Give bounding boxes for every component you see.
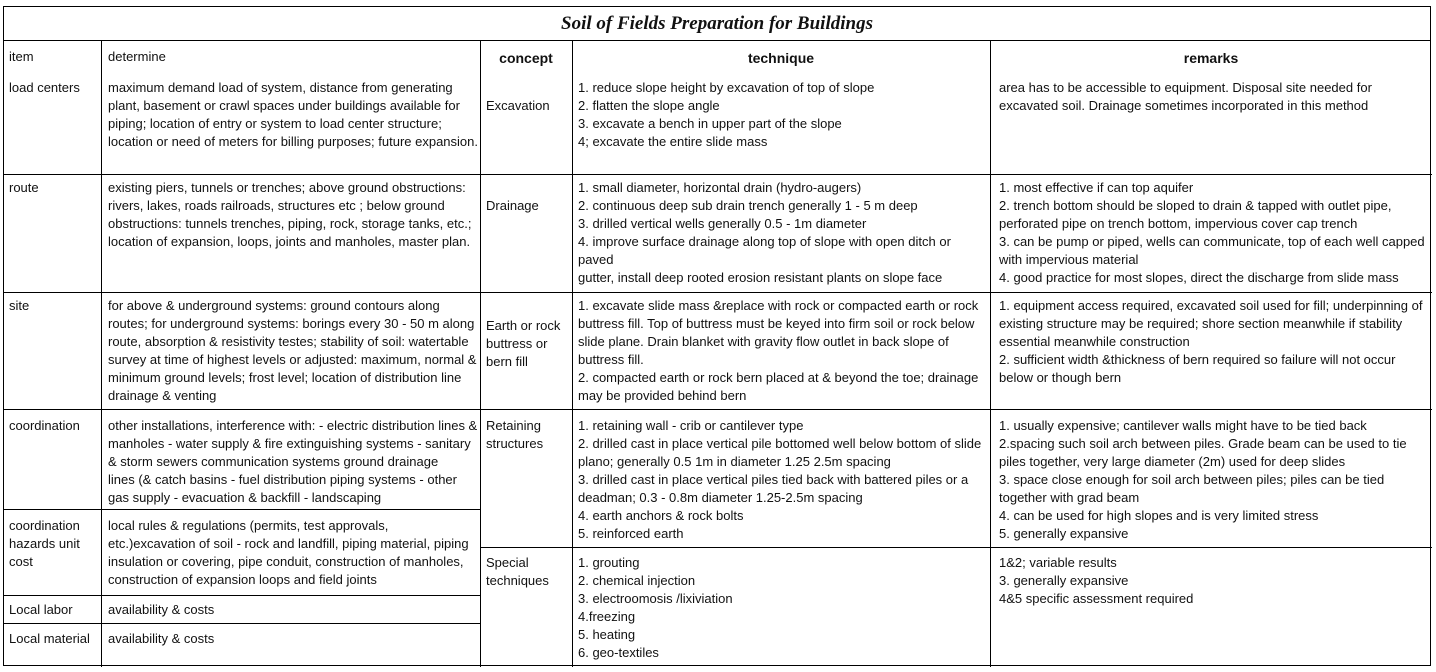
divider bbox=[480, 292, 1432, 293]
divider bbox=[4, 623, 480, 624]
right-row-remarks: 1&2; variable results 3. generally expansive 4&5 specific assessment required bbox=[999, 555, 1194, 606]
right-row-concept: Excavation bbox=[486, 98, 550, 113]
divider bbox=[4, 174, 480, 175]
header-concept: concept bbox=[499, 50, 553, 66]
left-row-item: Local material bbox=[9, 631, 90, 646]
left-row-determine: for above & underground systems: ground contours along routes; for underground systems: borings every 30 - 50 m along route, absorption & resistivity testes; stability of soil: watertable survey at time of highest levels or adjusted: maximum, normal & minimum ground levels; frost level; location of distribution line drainage & venting bbox=[108, 298, 477, 403]
header-remarks: remarks bbox=[1183, 50, 1239, 66]
left-row-determine: availability & costs bbox=[108, 631, 215, 646]
left-row-item: Local labor bbox=[9, 602, 73, 617]
left-row-determine: availability & costs bbox=[108, 602, 215, 617]
divider bbox=[480, 41, 481, 667]
left-row-determine: other installations, interference with: - electric distribution lines & manholes - water supply & fire extinguishing systems - sanitary & storm sewers communication systems ground drainage lines (& catch basins - fuel distribution piping systems - other gas supply - evacuation & backfill - landscaping bbox=[108, 418, 478, 505]
right-row-technique: 1. retaining wall - crib or cantilever type 2. drilled cast in place vertical pile bottomed well below bottom of slide plano; generally 0.5 1m in diameter 1.25 2.5m spacing 3. drilled cast in place vertical piles tied back with battered piles or a deadman; 0.3 - 0.8m diameter 1.25-2.5m spacing 4. earth anchors & rock bolts 5. reinforced earth bbox=[578, 418, 982, 541]
right-row-remarks: 1. most effective if can top aquifer 2. trench bottom should be sloped to drain & tapped with outlet pipe, perforated pipe on trench bottom, impervious cover cap trench 3. can be pump or piped, wells can communicate, top of each well capped with impervious material 4. good practice for most slopes, direct the discharge from slide mass bbox=[999, 180, 1425, 285]
left-row-item: coordination bbox=[9, 418, 80, 433]
divider bbox=[480, 547, 1432, 548]
right-row-concept: Earth or rock buttress or bern fill bbox=[486, 318, 561, 369]
left-row-item: load centers bbox=[9, 80, 80, 95]
right-row-concept: Drainage bbox=[486, 198, 539, 213]
header-determine: determine bbox=[108, 49, 166, 64]
divider bbox=[4, 595, 480, 596]
right-row-remarks: 1. equipment access required, excavated soil used for fill; underpinning of existing structure may be required; shore section meanwhile if stability essential meanwhile construction 2. sufficient width &thickness of bern required so failure will not occur below or though bern bbox=[999, 298, 1423, 385]
header-technique: technique bbox=[747, 50, 815, 66]
left-row-item: coordination hazards unit cost bbox=[9, 518, 80, 569]
divider bbox=[4, 509, 480, 510]
right-row-remarks: 1. usually expensive; cantilever walls might have to be tied back 2.spacing such soil arch between piles. Grade beam can be used to tie piles together, very large diameter (2m) used for deep slides 3. space close enough for soil arch between piles; piles can be tied together with grad beam 4. can be used for high slopes and is very limited stress 5. generally expansive bbox=[999, 418, 1407, 541]
divider bbox=[4, 292, 480, 293]
left-row-determine: local rules & regulations (permits, test approvals, etc.)excavation of soil - rock and landfill, piping material, piping insulation or covering, pipe conduit, construction of manholes, construction of expansion loops and field joints bbox=[108, 518, 469, 587]
right-row-concept: Special techniques bbox=[486, 555, 549, 588]
right-row-remarks: area has to be accessible to equipment. Disposal site needed for excavated soil. Drainage sometimes incorporated in this method bbox=[999, 80, 1372, 113]
divider bbox=[101, 41, 102, 667]
right-row-technique: 1. reduce slope height by excavation of top of slope 2. flatten the slope angle 3. excavate a bench in upper part of the slope 4; excavate the entire slide mass bbox=[578, 80, 875, 149]
left-row-item: site bbox=[9, 298, 30, 313]
divider bbox=[572, 41, 573, 667]
header-item: item bbox=[9, 49, 34, 64]
left-row-determine: existing piers, tunnels or trenches; above ground obstructions: rivers, lakes, roads railroads, structures etc ; below ground obstructions: tunnels trenches, piping, rock, storage tanks, etc.; location of expansion, loops, joints and manholes, master plan. bbox=[108, 180, 472, 249]
left-row-item: route bbox=[9, 180, 39, 195]
divider bbox=[480, 409, 1432, 410]
right-row-technique: 1. excavate slide mass &replace with rock or compacted earth or rock buttress fill. Top of buttress must be keyed into firm soil or rock below slide plane. Drain blanket with gravity flow outlet in back slope of buttress fill. 2. compacted earth or rock bern placed at & beyond the toe; drainage may be provided behind bern bbox=[578, 298, 979, 403]
table-frame bbox=[3, 6, 1431, 666]
right-row-technique: 1. small diameter, horizontal drain (hydro-augers) 2. continuous deep sub drain trench generally 1 - 5 m deep 3. drilled vertical wells generally 0.5 - 1m diameter 4. improve surface drainage along top of slope with open ditch or paved gutter, install deep rooted erosion resistant plants on slope face bbox=[578, 180, 951, 285]
divider bbox=[990, 41, 991, 667]
right-row-concept: Retaining structures bbox=[486, 418, 544, 451]
right-row-technique: 1. grouting 2. chemical injection 3. electroomosis /lixiviation 4.freezing 5. heating 6. geo-textiles bbox=[578, 555, 733, 660]
left-row-determine: maximum demand load of system, distance from generating plant, basement or crawl spaces under buildings available for piping; location of entry or system to load center structure; location or need of meters for billing purposes; future expansion. bbox=[108, 80, 478, 149]
divider bbox=[4, 409, 480, 410]
page-title: Soil of Fields Preparation for Buildings bbox=[4, 7, 1430, 41]
divider bbox=[480, 174, 1432, 175]
